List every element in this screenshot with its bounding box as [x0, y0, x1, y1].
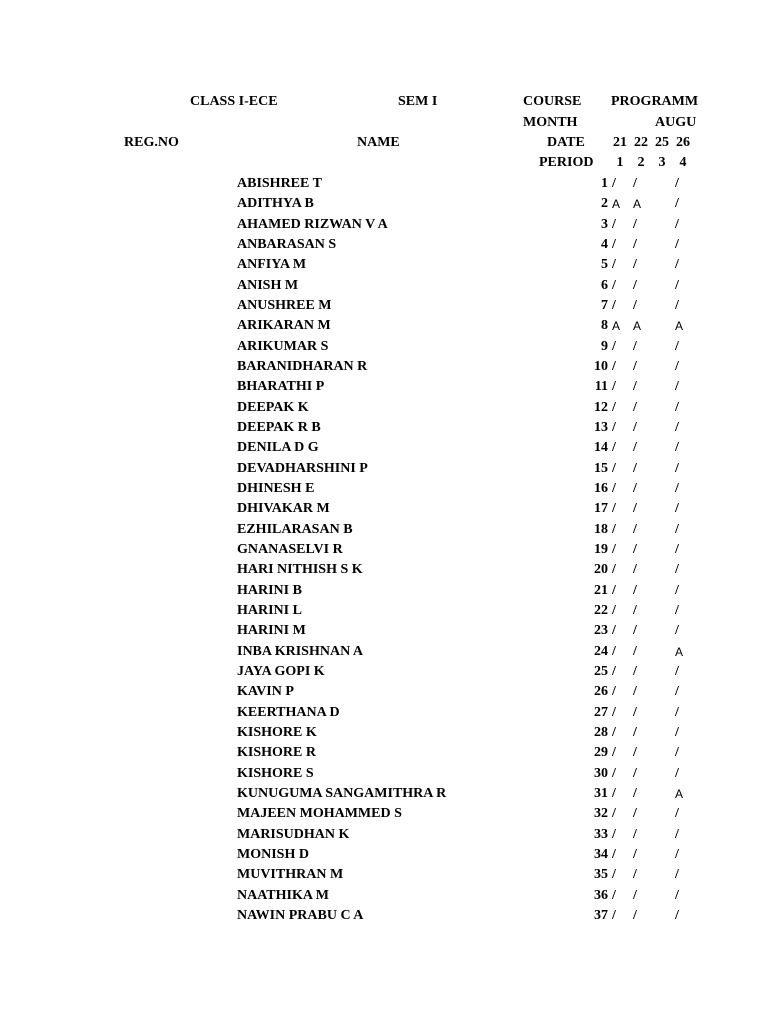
serial-number: 10: [594, 359, 608, 374]
absent-mark: A: [675, 319, 684, 333]
present-mark: /: [612, 583, 616, 598]
present-mark: /: [612, 847, 616, 862]
present-mark: /: [633, 745, 637, 760]
present-mark: /: [633, 542, 637, 557]
present-mark: /: [612, 562, 616, 577]
present-mark: /: [633, 176, 637, 191]
present-mark: /: [612, 766, 616, 781]
absent-mark: A: [612, 197, 621, 211]
absent-mark: A: [633, 197, 642, 211]
programme-label: PROGRAMM: [611, 94, 699, 109]
class-label: CLASS I-ECE: [190, 94, 278, 109]
student-name: HARINI L: [237, 603, 302, 618]
serial-number: 2: [601, 196, 608, 211]
present-mark: /: [675, 867, 679, 882]
present-mark: /: [633, 603, 637, 618]
present-mark: /: [675, 522, 679, 537]
serial-number: 6: [601, 278, 608, 293]
present-mark: /: [612, 278, 616, 293]
student-name: MONISH D: [237, 847, 309, 862]
student-name: NAWIN PRABU C A: [237, 908, 364, 923]
present-mark: /: [675, 501, 679, 516]
present-mark: /: [612, 461, 616, 476]
present-mark: /: [612, 745, 616, 760]
month-value: AUGU: [655, 115, 697, 130]
student-name: DHINESH E: [237, 481, 315, 496]
present-mark: /: [675, 908, 679, 923]
serial-number: 7: [601, 298, 608, 313]
present-mark: /: [612, 806, 616, 821]
present-mark: /: [612, 786, 616, 801]
present-mark: /: [675, 196, 679, 211]
student-name: GNANASELVI R: [237, 542, 343, 557]
present-mark: /: [675, 257, 679, 272]
present-mark: /: [633, 867, 637, 882]
student-name: ANISH M: [237, 278, 299, 293]
present-mark: /: [675, 705, 679, 720]
present-mark: /: [612, 359, 616, 374]
present-mark: /: [675, 359, 679, 374]
period-cell: 4: [679, 155, 687, 170]
present-mark: /: [633, 908, 637, 923]
present-mark: /: [612, 217, 616, 232]
present-mark: /: [633, 623, 637, 638]
serial-number: 36: [594, 888, 608, 903]
present-mark: /: [633, 522, 637, 537]
serial-number: 3: [601, 217, 608, 232]
serial-number: 14: [594, 440, 608, 455]
present-mark: /: [633, 278, 637, 293]
student-name: NAATHIKA M: [237, 888, 329, 903]
student-name: MUVITHRAN M: [237, 867, 344, 882]
student-name: KISHORE R: [237, 745, 316, 760]
student-name: ARIKUMAR S: [237, 339, 329, 354]
course-label: COURSE: [523, 94, 582, 109]
date-cell: 25: [655, 135, 669, 150]
present-mark: /: [612, 725, 616, 740]
student-name: KAVIN P: [237, 684, 294, 699]
present-mark: /: [612, 400, 616, 415]
present-mark: /: [612, 420, 616, 435]
period-cell: 1: [616, 155, 624, 170]
student-name: ANUSHREE M: [237, 298, 332, 313]
present-mark: /: [633, 847, 637, 862]
present-mark: /: [612, 684, 616, 699]
student-name: MARISUDHAN K: [237, 827, 350, 842]
present-mark: /: [675, 725, 679, 740]
student-name: DEVADHARSHINI P: [237, 461, 368, 476]
serial-number: 11: [594, 379, 608, 394]
present-mark: /: [633, 379, 637, 394]
student-name: ARIKARAN M: [237, 318, 331, 333]
serial-number: 26: [594, 684, 608, 699]
present-mark: /: [633, 583, 637, 598]
present-mark: /: [633, 562, 637, 577]
student-name: ANBARASAN S: [237, 237, 337, 252]
present-mark: /: [675, 562, 679, 577]
present-mark: /: [633, 339, 637, 354]
student-name: HARINI B: [237, 583, 302, 598]
serial-number: 30: [594, 766, 608, 781]
serial-number: 29: [594, 745, 608, 760]
serial-number: 19: [594, 542, 608, 557]
student-name: DEEPAK R B: [237, 420, 321, 435]
present-mark: /: [675, 664, 679, 679]
present-mark: /: [633, 481, 637, 496]
present-mark: /: [675, 461, 679, 476]
present-mark: /: [675, 298, 679, 313]
student-name: ANFIYA M: [237, 257, 307, 272]
serial-number: 28: [594, 725, 608, 740]
present-mark: /: [633, 766, 637, 781]
serial-number: 12: [594, 400, 608, 415]
student-name: INBA KRISHNAN A: [237, 644, 364, 659]
present-mark: /: [612, 867, 616, 882]
serial-number: 13: [594, 420, 608, 435]
present-mark: /: [675, 339, 679, 354]
present-mark: /: [633, 501, 637, 516]
serial-number: 8: [601, 318, 608, 333]
serial-number: 31: [594, 786, 608, 801]
student-name: KISHORE K: [237, 725, 317, 740]
date-cell: 22: [634, 135, 648, 150]
absent-mark: A: [675, 787, 684, 801]
present-mark: /: [675, 379, 679, 394]
present-mark: /: [612, 379, 616, 394]
absent-mark: A: [612, 319, 621, 333]
student-name: MAJEEN MOHAMMED S: [237, 806, 402, 821]
present-mark: /: [633, 400, 637, 415]
present-mark: /: [633, 806, 637, 821]
present-mark: /: [633, 461, 637, 476]
present-mark: /: [612, 603, 616, 618]
serial-number: 24: [594, 644, 608, 659]
present-mark: /: [612, 664, 616, 679]
serial-number: 15: [594, 461, 608, 476]
present-mark: /: [612, 908, 616, 923]
present-mark: /: [675, 806, 679, 821]
student-name: JAYA GOPI K: [237, 664, 325, 679]
serial-number: 21: [594, 583, 608, 598]
present-mark: /: [633, 644, 637, 659]
date-cell: 21: [613, 135, 627, 150]
student-name: DENILA D G: [237, 440, 319, 455]
absent-mark: A: [633, 319, 642, 333]
present-mark: /: [612, 481, 616, 496]
present-mark: /: [633, 359, 637, 374]
present-mark: /: [612, 705, 616, 720]
present-mark: /: [612, 888, 616, 903]
present-mark: /: [633, 420, 637, 435]
present-mark: /: [675, 745, 679, 760]
student-name: BARANIDHARAN R: [237, 359, 368, 374]
present-mark: /: [675, 888, 679, 903]
present-mark: /: [675, 542, 679, 557]
present-mark: /: [675, 603, 679, 618]
student-name: EZHILARASAN B: [237, 522, 353, 537]
present-mark: /: [675, 583, 679, 598]
serial-number: 16: [594, 481, 608, 496]
student-name: ABISHREE T: [237, 176, 322, 191]
student-name: BHARATHI P: [237, 379, 325, 394]
present-mark: /: [675, 400, 679, 415]
present-mark: /: [675, 481, 679, 496]
serial-number: 32: [594, 806, 608, 821]
serial-number: 33: [594, 827, 608, 842]
student-name: DHIVAKAR M: [237, 501, 330, 516]
present-mark: /: [675, 176, 679, 191]
serial-number: 27: [594, 705, 608, 720]
student-name: KUNUGUMA SANGAMITHRA R: [237, 786, 447, 801]
present-mark: /: [612, 623, 616, 638]
present-mark: /: [612, 298, 616, 313]
serial-number: 25: [594, 664, 608, 679]
present-mark: /: [612, 644, 616, 659]
period-label: PERIOD: [539, 155, 594, 170]
present-mark: /: [675, 684, 679, 699]
student-name: KISHORE S: [237, 766, 314, 781]
present-mark: /: [675, 766, 679, 781]
student-name: AHAMED RIZWAN V A: [237, 217, 388, 232]
student-name: HARI NITHISH S K: [237, 562, 363, 577]
present-mark: /: [675, 847, 679, 862]
serial-number: 17: [594, 501, 608, 516]
present-mark: /: [633, 440, 637, 455]
name-label: NAME: [357, 135, 400, 150]
present-mark: /: [675, 440, 679, 455]
sem-label: SEM I: [398, 94, 438, 109]
date-cell: 26: [676, 135, 690, 150]
serial-number: 34: [594, 847, 608, 862]
present-mark: /: [612, 339, 616, 354]
present-mark: /: [633, 786, 637, 801]
present-mark: /: [633, 705, 637, 720]
present-mark: /: [612, 257, 616, 272]
serial-number: 23: [594, 623, 608, 638]
present-mark: /: [675, 217, 679, 232]
present-mark: /: [612, 440, 616, 455]
present-mark: /: [612, 176, 616, 191]
serial-number: 35: [594, 867, 608, 882]
serial-number: 37: [594, 908, 608, 923]
student-name: DEEPAK K: [237, 400, 309, 415]
present-mark: /: [633, 664, 637, 679]
absent-mark: A: [675, 645, 684, 659]
present-mark: /: [633, 827, 637, 842]
present-mark: /: [675, 623, 679, 638]
present-mark: /: [633, 217, 637, 232]
present-mark: /: [633, 237, 637, 252]
present-mark: /: [633, 684, 637, 699]
present-mark: /: [612, 827, 616, 842]
month-label: MONTH: [523, 115, 578, 130]
present-mark: /: [675, 420, 679, 435]
present-mark: /: [633, 298, 637, 313]
date-label: DATE: [547, 135, 585, 150]
period-cell: 3: [658, 155, 666, 170]
period-cell: 2: [637, 155, 645, 170]
student-name: ADITHYA B: [237, 196, 314, 211]
present-mark: /: [612, 542, 616, 557]
present-mark: /: [675, 237, 679, 252]
serial-number: 22: [594, 603, 608, 618]
present-mark: /: [612, 237, 616, 252]
present-mark: /: [633, 888, 637, 903]
present-mark: /: [633, 257, 637, 272]
student-name: KEERTHANA D: [237, 705, 340, 720]
serial-number: 20: [594, 562, 608, 577]
present-mark: /: [633, 725, 637, 740]
present-mark: /: [675, 278, 679, 293]
student-name: HARINI M: [237, 623, 306, 638]
serial-number: 4: [601, 237, 608, 252]
serial-number: 9: [601, 339, 608, 354]
serial-number: 1: [601, 176, 608, 191]
serial-number: 5: [601, 257, 608, 272]
serial-number: 18: [594, 522, 608, 537]
present-mark: /: [675, 827, 679, 842]
regno-label: REG.NO: [124, 135, 179, 150]
present-mark: /: [612, 501, 616, 516]
present-mark: /: [612, 522, 616, 537]
